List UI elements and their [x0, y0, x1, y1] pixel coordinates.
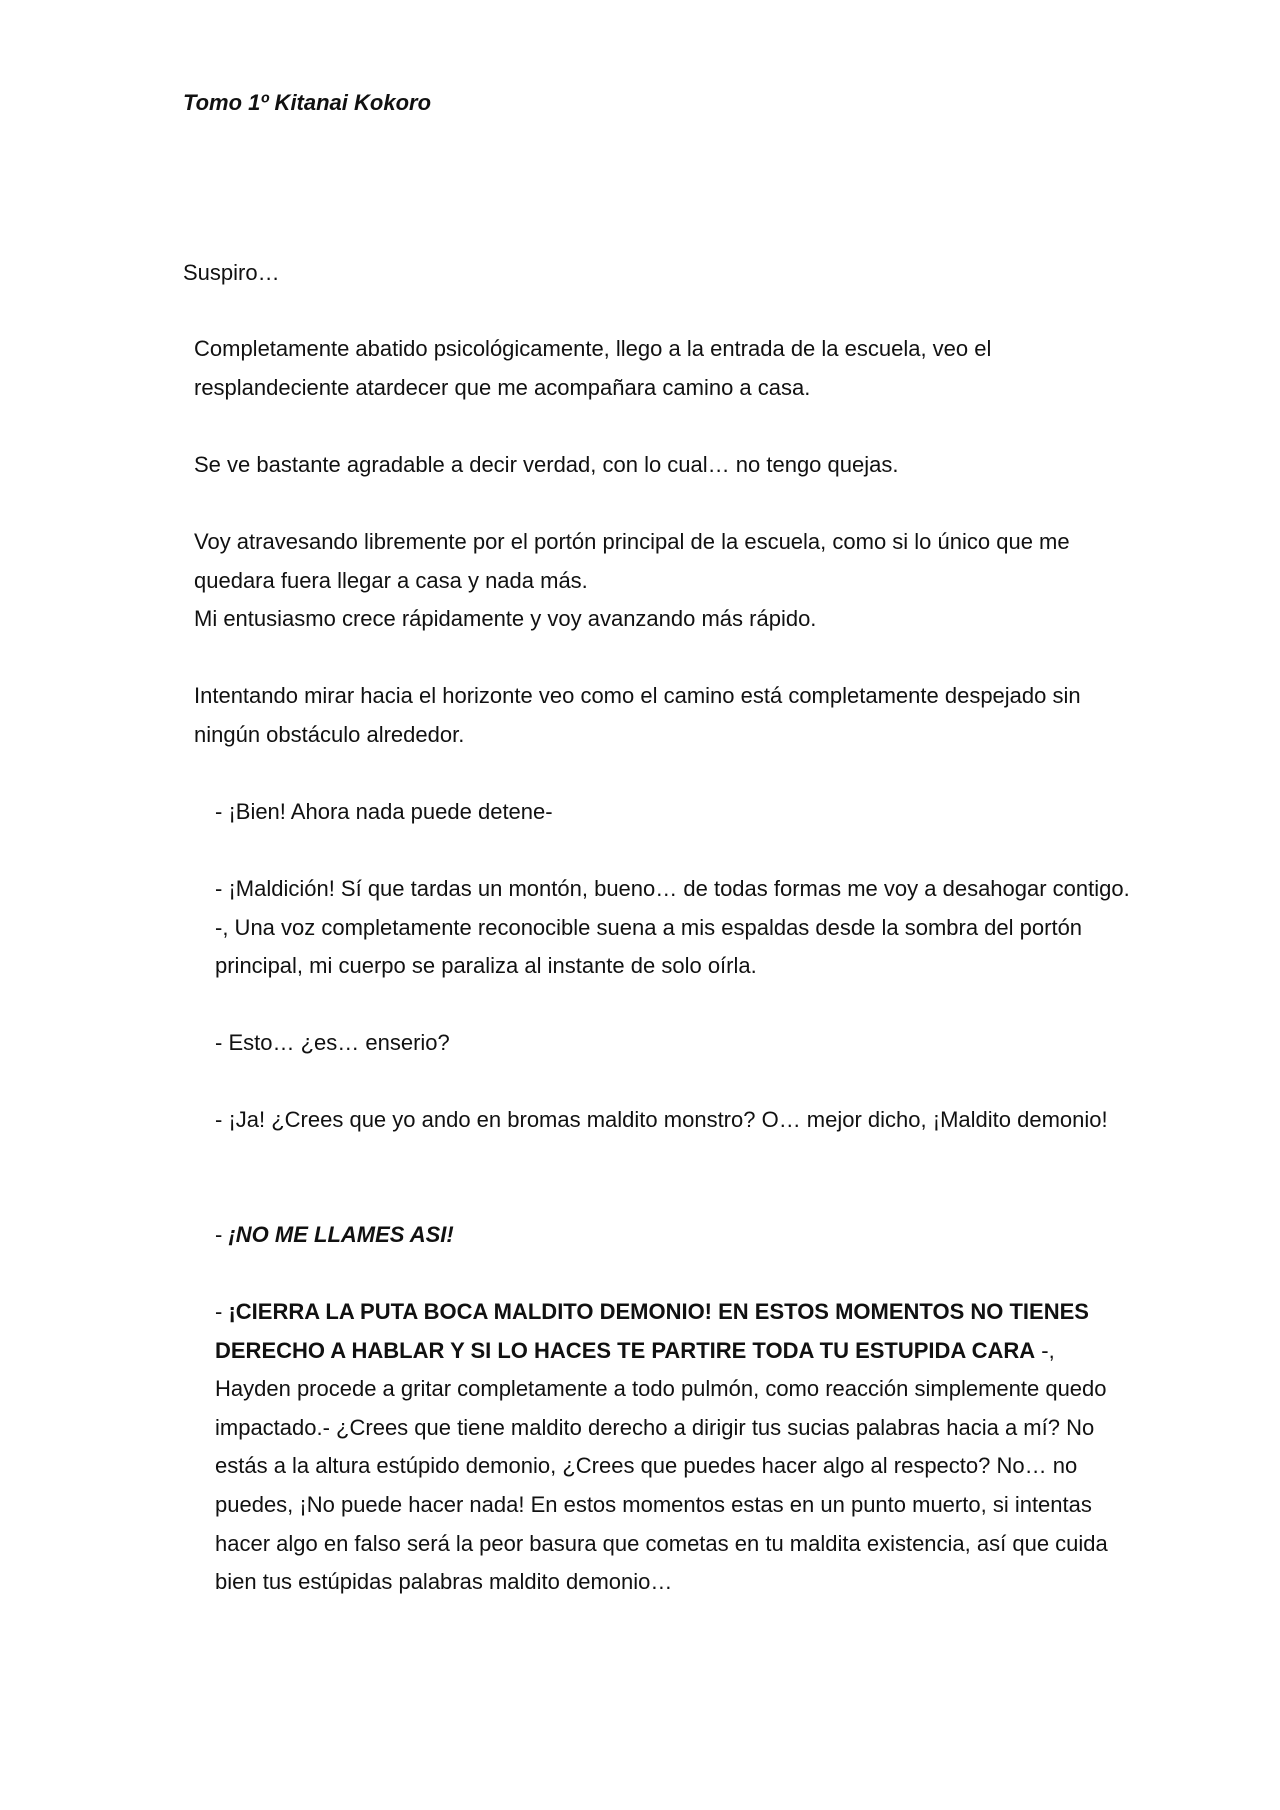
dialogue-line: - Esto… ¿es… enserio?: [215, 1030, 450, 1055]
paragraph-no-complaints: Se ve bastante agradable a decir verdad, con lo cual… no tengo quejas.: [194, 452, 899, 477]
paragraph-horizon: Intentando mirar hacia el horizonte veo como el camino está completamente despejado sin ningún obstáculo alrededor.: [194, 683, 1081, 747]
paragraph-gate: Voy atravesando libremente por el portón principal de la escuela, como si lo único que me quedara fuera llegar a casa y nada más.: [194, 529, 1070, 593]
paragraph-arrival: Completamente abatido psicológicamente, llego a la entrada de la escuela, veo el resplandeciente atardecer que me acompañara camino a casa.: [194, 336, 992, 400]
dialogue-dash: -: [215, 1299, 229, 1324]
dialogue-line: - ¡Ja! ¿Crees que yo ando en bromas maldito monstro? O… mejor dicho, ¡Maldito demonio!: [215, 1107, 1108, 1132]
shouted-text: ¡CIERRA LA PUTA BOCA MALDITO DEMONIO! EN ESTOS MOMENTOS NO TIENES DERECHO A HABLAR Y SI LO HACES TE PARTIRE TODA TU ESTUPIDA CARA: [215, 1299, 1089, 1363]
dialogue-line: - ¡Maldición! Sí que tardas un montón, bueno… de todas formas me voy a desahogar contigo. -, Una voz completamente reconocible suena a mis espaldas desde la sombra del portón principal, mi cuerpo se paraliza al instante de solo oírla.: [215, 876, 1130, 979]
paragraph-enthusiasm: Mi entusiasmo crece rápidamente y voy avanzando más rápido.: [194, 606, 817, 631]
dialogue-dash: -: [215, 1222, 229, 1247]
dialogue-line: - ¡Bien! Ahora nada puede detene-: [215, 799, 553, 824]
paragraph-sigh: Suspiro…: [183, 260, 280, 285]
dialogue-line-shout: [183, 1216, 1135, 1255]
shouted-text: ¡NO ME LLAMES ASI!: [228, 1222, 454, 1247]
dialogue-line-rant: [183, 1293, 1135, 1602]
chapter-header: Tomo 1º Kitanai Kokoro: [183, 90, 432, 115]
narration-text: -, Hayden procede a gritar completamente a todo pulmón, como reacción simplemente quedo impactado.- ¿Crees que tiene maldito derecho a dirigir tus sucias palabras hacia a mí? No estás a la altura estúpido demonio, ¿Crees que puedes hacer algo al respecto? No… no puedes, ¡No puede hacer nada! En estos momentos estas en un punto muerto, si intentas hacer algo en falso será la peor basura que cometas en tu maldita existencia, así que cuida bien tus estúpidas palabras maldito demonio…: [215, 1337, 1108, 1595]
